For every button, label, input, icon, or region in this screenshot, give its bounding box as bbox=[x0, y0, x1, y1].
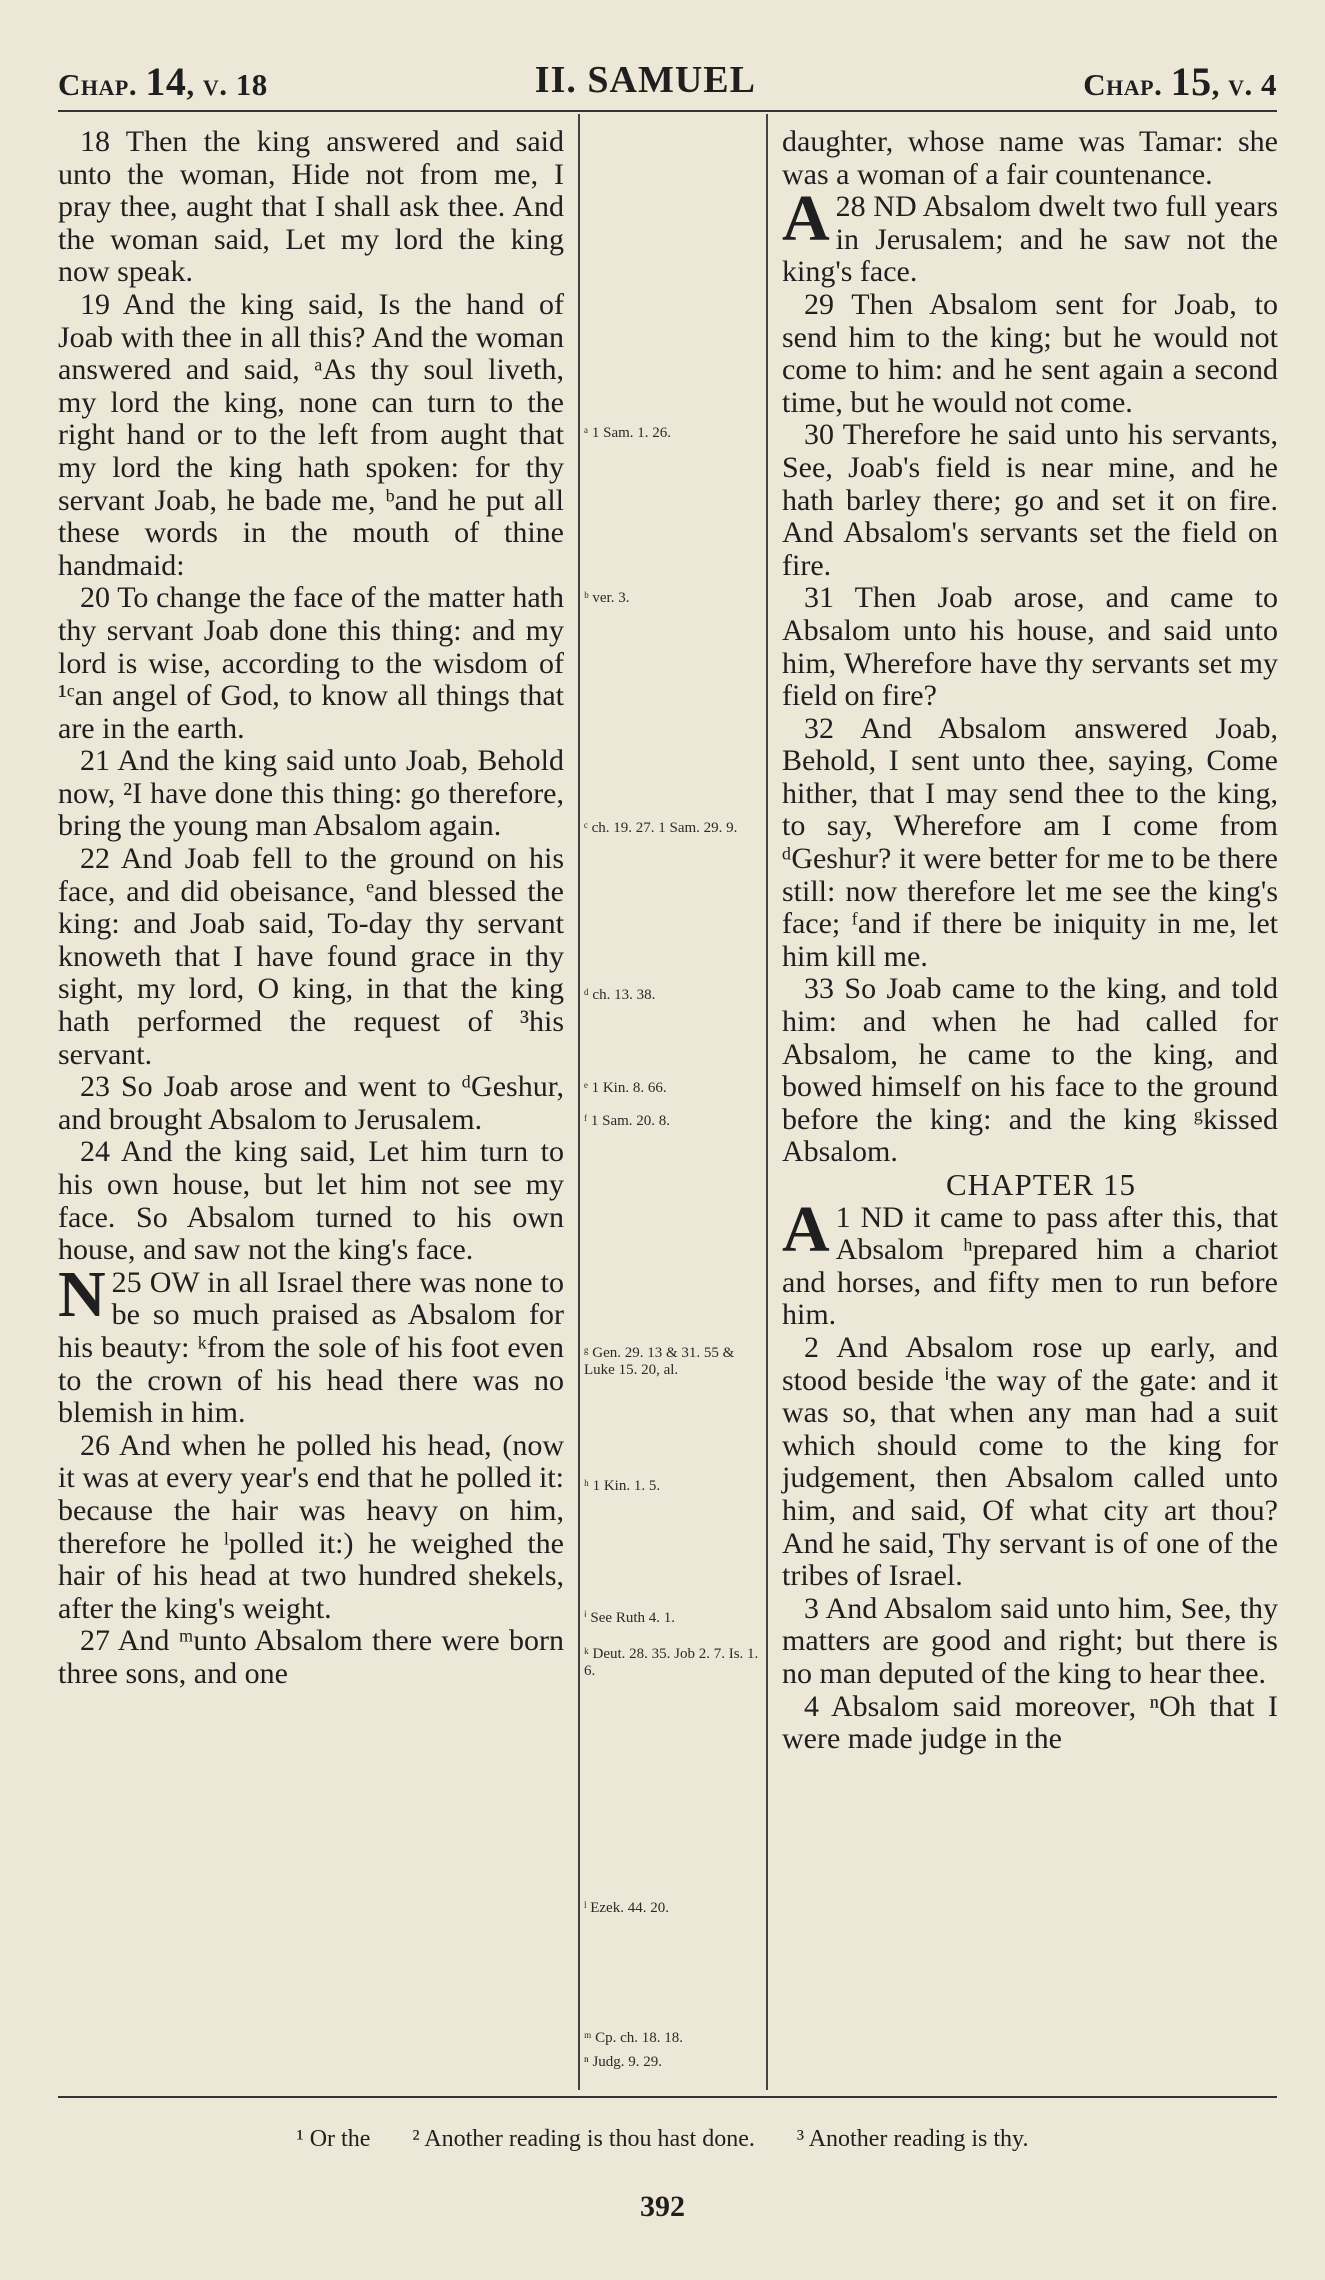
running-header bbox=[58, 58, 1277, 106]
header-right bbox=[1083, 58, 1277, 105]
margin-ref-a: ᵃ 1 Sam. 1. 26. bbox=[584, 425, 672, 441]
footnote-rule bbox=[58, 2096, 1277, 2098]
margin-ref-i: ⁱ See Ruth 4. 1. bbox=[584, 1610, 676, 1626]
drop-cap: A bbox=[782, 182, 830, 256]
verse-14-26: 26 And when he polled his head, (now it was at every year's end that he polled it: because the hair was heavy on him, therefore he ˡpolled it:) he weighed the hair of his head at two hundred shekels, after the king's weight. bbox=[58, 1428, 564, 1625]
verse-14-25 bbox=[58, 1257, 564, 1430]
header-left-chapter: 14 bbox=[145, 59, 187, 104]
verse-number: 25 bbox=[111, 1265, 142, 1299]
verse-14-31: 31 Then Joab arose, and came to Absalom unto his house, and said unto him, Wherefore have thy servants set my field on fire? bbox=[782, 581, 1278, 713]
verse-14-23: 23 So Joab arose and went to ᵈGeshur, and brought Absalom to Jerusalem. bbox=[58, 1070, 564, 1136]
drop-cap: A bbox=[782, 1192, 830, 1266]
verse-14-27: 27 And ᵐunto Absalom there were born three sons, and one bbox=[58, 1624, 564, 1690]
margin-ref-k: ᵏ Deut. 28. 35. Job 2. 7. Is. 1. 6. bbox=[584, 1646, 759, 1679]
margin-ref-n: ⁿ Judg. 9. 29. bbox=[584, 2054, 663, 2070]
column-divider-right bbox=[766, 114, 768, 2090]
verse-text: ND Absalom dwelt two full years in Jerusalem; and he saw not the king's face. bbox=[782, 190, 1279, 289]
margin-ref-e: ᵉ 1 Kin. 8. 66. bbox=[584, 1080, 667, 1096]
verse-15-2: 2 And Absalom rose up early, and stood beside ⁱthe way of the gate: and it was so, that when any man had a suit which should come to the king for judgement, then Absalom called unto him, and said, Of what city art thou? And he said, Thy servant is of one of the tribes of Israel. bbox=[782, 1330, 1278, 1593]
verse-15-4: 4 Absalom said moreover, ⁿOh that I were made judge in the bbox=[782, 1689, 1278, 1756]
margin-ref-m: ᵐ Cp. ch. 18. 18. bbox=[584, 2030, 683, 2046]
verse-15-3: 3 And Absalom said unto him, See, thy matters are good and right; but there is no man deputed of the king to hear thee. bbox=[782, 1591, 1278, 1690]
verse-14-30: 30 Therefore he said unto his servants, See, Joab's field is near mine, and he hath barley there; go and set it on fire. And Absalom's servants set the field on fire. bbox=[782, 418, 1278, 582]
header-right-prefix: Chap. bbox=[1083, 67, 1163, 102]
verse-number: 1 bbox=[835, 1200, 851, 1234]
header-right-chapter: 15 bbox=[1170, 59, 1212, 104]
verse-14-27-cont: daughter, whose name was Tamar: she was a woman of a fair countenance. bbox=[782, 125, 1278, 191]
header-left bbox=[58, 58, 268, 105]
footnotes bbox=[0, 2126, 1325, 2153]
verse-14-20: 20 To change the face of the matter hath thy servant Joab done this thing: and my lord is wise, according to the wisdom of ¹ᶜan angel of God, to know all things that are in the earth. bbox=[58, 581, 564, 745]
footnote-3: ³ Another reading is thy. bbox=[796, 2126, 1029, 2152]
page-number: 392 bbox=[640, 2190, 685, 2223]
column-divider-left bbox=[578, 114, 580, 2090]
verse-text: OW in all Israel there was none to be so much praised as Absalom for his beauty: ᵏfrom the sole of his foot even to the crown of his head there was no blemish in him. bbox=[58, 1265, 564, 1430]
margin-ref-b: ᵇ ver. 3. bbox=[584, 590, 630, 606]
header-rule bbox=[58, 110, 1277, 112]
verse-number: 28 bbox=[835, 190, 866, 224]
verse-14-24: 24 And the king said, Let him turn to his own house, but let him not see my face. So Absalom turned to his own house, and saw not the king's face. bbox=[58, 1135, 564, 1267]
margin-ref-l: ˡ Ezek. 44. 20. bbox=[584, 1900, 669, 1916]
header-left-prefix: Chap. bbox=[58, 67, 138, 102]
footnote-1: ¹ Or the bbox=[296, 2126, 371, 2152]
chapter-heading: CHAPTER 15 bbox=[946, 1167, 1136, 1202]
right-text-column bbox=[782, 126, 1278, 1756]
margin-ref-d: ᵈ ch. 13. 38. bbox=[584, 987, 656, 1003]
verse-14-33: 33 So Joab came to the king, and told him: and when he had called for Absalom, he came to the king, and bowed himself on his face to the ground before the king: and the king ᵍkissed Absalom. bbox=[782, 972, 1278, 1169]
margin-ref-g: ᵍ Gen. 29. 13 & 31. 55 & Luke 15. 20, al. bbox=[584, 1345, 735, 1378]
footnote-2: ² Another reading is thou hast done. bbox=[412, 2126, 755, 2152]
verse-14-32: 32 And Absalom answered Joab, Behold, I sent unto thee, saying, Come hither, that I may send thee to the king, to say, Wherefore am I come from ᵈGeshur? it were better for me to be there still: now therefore let me see the king's face; ᶠand if there be iniquity in me, let him kill me. bbox=[782, 711, 1278, 973]
verse-15-1 bbox=[782, 1192, 1279, 1332]
header-right-suffix: , v. 4 bbox=[1211, 67, 1277, 102]
header-left-suffix: , v. 18 bbox=[186, 67, 268, 102]
verse-14-29: 29 Then Absalom sent for Joab, to send him to the king; but he would not come to him: and he sent again a second time, but he would not come. bbox=[782, 287, 1278, 419]
verse-14-18: 18 Then the king answered and said unto the woman, Hide not from me, I pray thee, aught that I shall ask thee. And the woman said, Let my lord the king now speak. bbox=[58, 125, 564, 289]
margin-ref-h: ʰ 1 Kin. 1. 5. bbox=[584, 1478, 661, 1494]
verse-14-28 bbox=[782, 182, 1279, 289]
margin-ref-f: ᶠ 1 Sam. 20. 8. bbox=[584, 1113, 671, 1129]
book-title: II. SAMUEL bbox=[534, 59, 756, 101]
verse-14-21: 21 And the king said unto Joab, Behold now, ²I have done this thing: go therefore, bring the young man Absalom again. bbox=[58, 744, 564, 843]
left-text-column bbox=[58, 126, 564, 1691]
margin-ref-c: ᶜ ch. 19. 27. 1 Sam. 29. 9. bbox=[584, 820, 738, 836]
verse-text: ND it came to pass after this, that Absalom ʰprepared him a chariot and horses, and fifty men to run before him. bbox=[782, 1200, 1279, 1332]
verse-14-22: 22 And Joab fell to the ground on his face, and did obeisance, ᵉand blessed the king: and Joab said, To-day thy servant knoweth that I have found grace in thy sight, my lord, O king, in that the king hath performed the request of ³his servant. bbox=[58, 842, 564, 1071]
verse-14-19: 19 And the king said, Is the hand of Joab with thee in all this? And the woman answered and said, ᵃAs thy soul liveth, my lord the king, none can turn to the right hand or to the left from aught that my lord the king hath spoken: for thy servant Joab, he bade me, ᵇand he put all these words in the mouth of thine handmaid: bbox=[58, 287, 564, 582]
drop-cap: N bbox=[58, 1257, 106, 1331]
